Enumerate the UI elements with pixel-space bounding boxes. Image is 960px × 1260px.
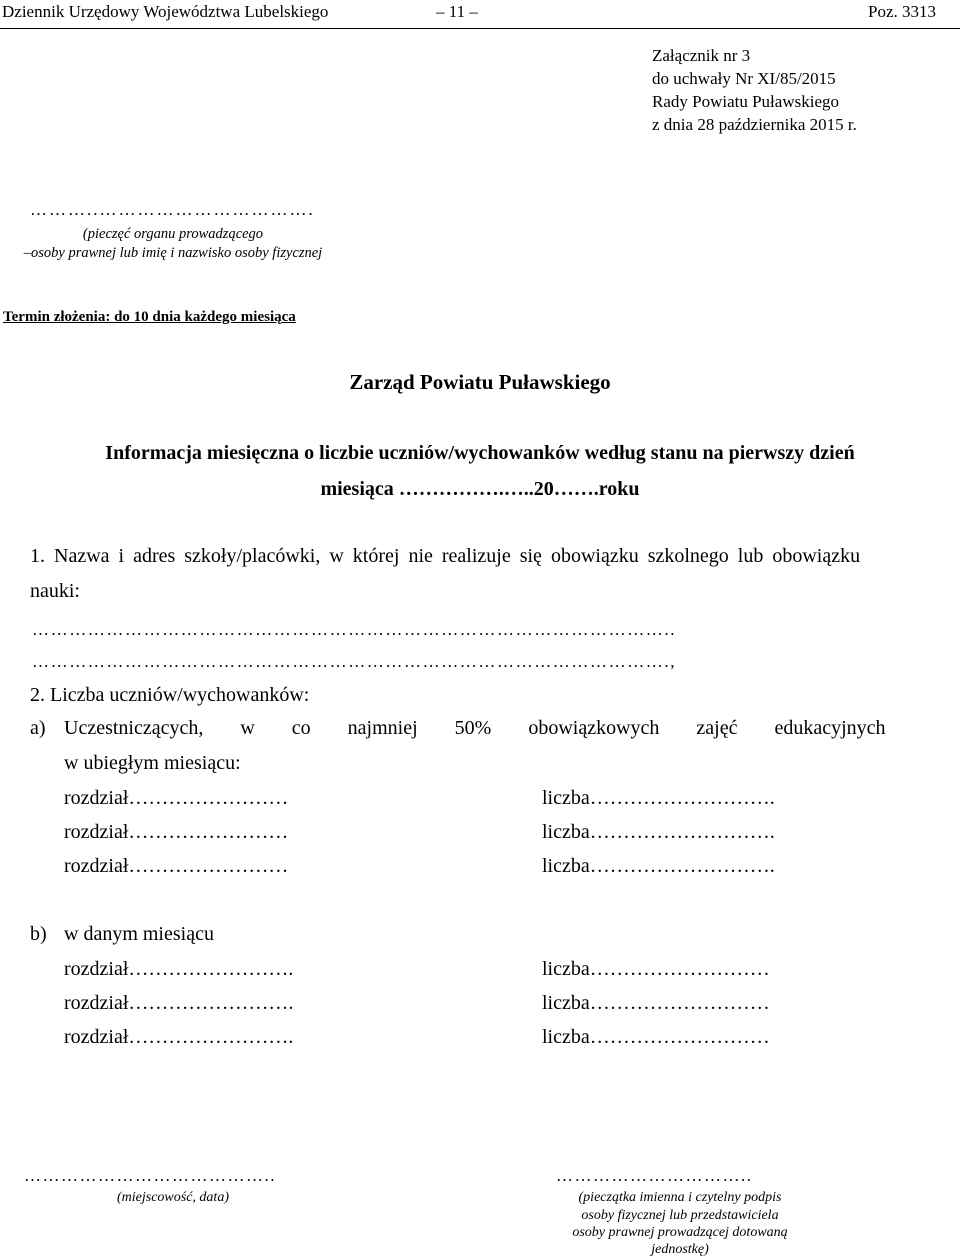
form-title-line-1: Informacja miesięczna o liczbie uczniów/wychowanków według stanu na pierwszy dzień — [105, 442, 855, 464]
signature-caption-2: osoby fizycznej lub przedstawiciela — [581, 1208, 779, 1223]
seal-caption-1: (pieczęć organu prowadzącego — [82, 226, 264, 242]
journal-title: Dziennik Urzędowy Województwa Lubelskiego — [2, 2, 329, 21]
item-b-marker: b) — [30, 923, 47, 945]
form-title-line-2: miesiąca …………….…..20…….roku — [320, 478, 640, 500]
item-b-text: w danym miesiącu — [64, 923, 214, 945]
position-number: Poz. 3313 — [868, 2, 936, 21]
b-chapter-field-2[interactable]: rozdział……………………. — [64, 992, 294, 1014]
signature-caption-3: osoby prawnej prowadzącej dotowaną — [572, 1225, 788, 1240]
section-2-heading: 2. Liczba uczniów/wychowanków: — [30, 684, 310, 706]
b-count-field-1[interactable]: liczba……………………… — [542, 958, 770, 980]
a-count-field-1[interactable]: liczba………………………. — [542, 787, 775, 809]
signature-caption-1: (pieczątka imienna i czytelny podpis — [578, 1190, 782, 1205]
annex-block — [652, 44, 952, 136]
a-count-field-3[interactable]: liczba………………………. — [542, 855, 775, 877]
place-date-caption: (miejscowość, data) — [117, 1190, 229, 1205]
item-a-text: Uczestniczących, w co najmniej 50% obowiązkowych zajęć edukacyjnych — [64, 717, 886, 739]
signature-caption-4: jednostkę) — [651, 1242, 709, 1257]
annex-line-3: Rady Powiatu Puławskiego — [652, 92, 839, 111]
school-name-field[interactable]: ………………………………………………………………………………………….. — [32, 620, 677, 639]
submission-deadline: Termin złożenia: do 10 dnia każdego miesiąca — [3, 309, 296, 325]
school-address-field[interactable]: …………………………………………………………………………………………., — [32, 652, 677, 671]
seal-caption-2: –osoby prawnej lub imię i nazwisko osoby fizycznej — [23, 245, 323, 261]
annex-line-2: do uchwały Nr XI/85/2015 — [652, 69, 836, 88]
b-count-field-3[interactable]: liczba……………………… — [542, 1026, 770, 1048]
place-date-dots[interactable]: ………………………………….. — [24, 1166, 276, 1185]
seal-dots: ………..……………………………. — [30, 200, 315, 219]
annex-line-4: z dnia 28 października 2015 r. — [652, 115, 857, 134]
organization-name: Zarząd Powiatu Puławskiego — [349, 370, 611, 394]
page-number: – 11 – — [436, 2, 478, 21]
a-chapter-field-2[interactable]: rozdział…………………… — [64, 821, 289, 843]
a-count-field-2[interactable]: liczba………………………. — [542, 821, 775, 843]
section-1-text: 1. Nazwa i adres szkoły/placówki, w której nie realizuje się obowiązku szkolnego lub obowiązku — [30, 545, 861, 567]
item-a-marker: a) — [30, 717, 46, 739]
b-chapter-field-3[interactable]: rozdział……………………. — [64, 1026, 294, 1048]
item-a-text-cont: w ubiegłym miesiącu: — [64, 752, 241, 774]
b-chapter-field-1[interactable]: rozdział……………………. — [64, 958, 294, 980]
signature-dots[interactable]: ………………………….. — [556, 1166, 753, 1185]
section-1-text-cont: nauki: — [30, 580, 80, 602]
a-chapter-field-3[interactable]: rozdział…………………… — [64, 855, 289, 877]
b-count-field-2[interactable]: liczba……………………… — [542, 992, 770, 1014]
annex-line-1: Załącznik nr 3 — [652, 46, 751, 65]
header-divider — [0, 28, 960, 29]
a-chapter-field-1[interactable]: rozdział…………………… — [64, 787, 289, 809]
